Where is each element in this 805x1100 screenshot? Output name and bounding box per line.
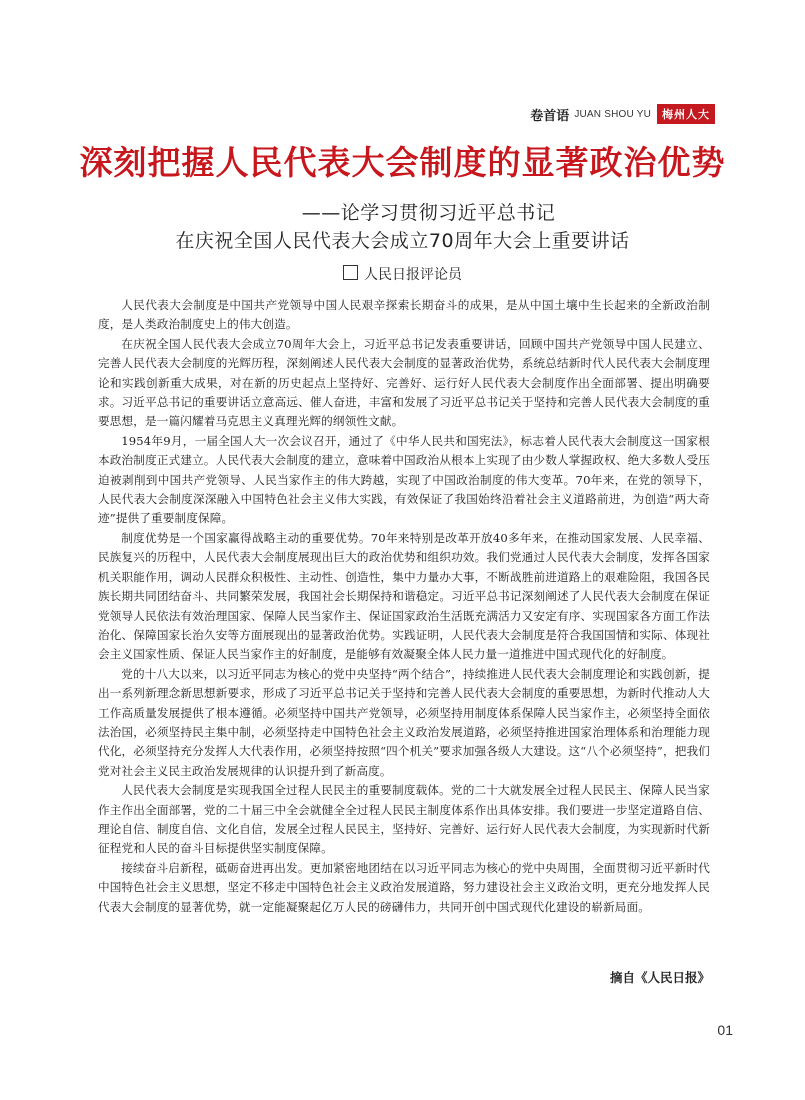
source-attribution: 摘自《人民日报》 bbox=[609, 970, 710, 985]
magazine-logo: 梅州人大 bbox=[657, 104, 715, 124]
paragraph: 接续奋斗启新程，砥砺奋进再出发。更加紧密地团结在以习近平同志为核心的党中央周围，全面贯彻习近平新时代中国特色社会主义思想，坚定不移走中国特色社会主义政治发展道路，努力建设社会主义政治文明，更充分地发挥人民代表大会制度的显著优势，就一定能凝聚起亿万人民的磅礴伟力，共同开创中国式现代化建设的崭新局面。 bbox=[98, 860, 710, 914]
paragraph: 人民代表大会制度是实现我国全过程人民民主的重要制度载体。党的二十大就发展全过程人民民主、保障人民当家作主作出全面部署，党的二十届三中全会就健全全过程人民民主制度体系作出具体安排。我们要进一步坚定道路自信、理论自信、制度自信、文化自信，发展全过程人民民主，坚持好、完善好、运行好人民代表大会制度，为实现新时代新征程党和人民的奋斗目标提供坚实制度保障。 bbox=[98, 783, 710, 856]
column-name-pinyin: JUAN SHOU YU bbox=[574, 108, 651, 120]
author-name: 人民日报评论员 bbox=[364, 267, 462, 283]
paragraph: 在庆祝全国人民代表大会成立70周年大会上，习近平总书记发表重要讲话，回顾中国共产党领导中国人民建立、完善人民代表大会制度的光辉历程，深刻阐述人民代表大会制度的显著政治优势，系统总结新时代人民代表大会制度理论和实践创新重大成果，对在新的历史起点上坚持好、完善好、运行好人民代表大会制度作出全面部署、提出明确要求。习近平总书记的重要讲话立意高远、催人奋进，丰富和发展了习近平总书记关于坚持和完善人民代表大会制度的重要思想，是一篇闪耀着马克思主义真理光辉的纲领性文献。 bbox=[98, 336, 710, 429]
article-title: 深刻把握人民代表大会制度的显著政治优势 bbox=[79, 143, 726, 182]
article-subtitle-line-1: ——论学习贯彻习近平总书记 bbox=[301, 202, 556, 224]
paragraph: 1954年9月，一届全国人大一次会议召开，通过了《中华人民共和国宪法》，标志着人民代表大会制度这一国家根本政治制度正式建立。人民代表大会制度的建立，意味着中国政治从根本上实现了由少数人掌握政权、绝大多数人受压迫被剥削到中国共产党领导、人民当家作主的伟大跨越，实现了中国政治制度的伟大变革。70年来，在党的领导下，人民代表大会制度深深融入中国特色社会主义伟大实践，有效保证了我国始终沿着社会主义道路前进，为创造“两大奇迹”提供了重要制度保障。 bbox=[98, 433, 710, 526]
article-body bbox=[98, 296, 710, 917]
paragraph: 制度优势是一个国家赢得战略主动的重要优势。70年来特别是改革开放40多年来，在推动国家发展、人民幸福、民族复兴的历程中，人民代表大会制度展现出巨大的政治优势和组织功效。我们党通过人民代表大会制度，发挥各国家机关职能作用，调动人民群众积极性、主动性、创造性，集中力量办大事，不断战胜前进道路上的艰难险阻，我国各民族长期共同团结奋斗、共同繁荣发展，我国社会长期保持和谐稳定。习近平总书记深刻阐述了人民代表大会制度在保证党领导人民依法有效治理国家、保障人民当家作主、保证国家政治生活既充满活力又安定有序、实现国家各方面工作法治化、保障国家长治久安等方面展现出的显著政治优势。实践证明，人民代表大会制度是符合我国国情和实际、体现社会主义国家性质、保证人民当家作主的好制度，是能够有效凝聚全体人民力量一道推进中国式现代化的好制度。 bbox=[98, 530, 710, 662]
article-subtitle-line-2: 在庆祝全国人民代表大会成立70周年大会上重要讲话 bbox=[175, 230, 630, 252]
author-byline bbox=[0, 264, 805, 284]
paragraph: 人民代表大会制度是中国共产党领导中国人民艰辛探索长期奋斗的成果，是从中国土壤中生长起来的全新政治制度，是人类政治制度史上的伟大创造。 bbox=[98, 298, 710, 332]
column-header bbox=[530, 104, 715, 124]
square-bullet-icon bbox=[343, 265, 358, 280]
column-name: 卷首语 bbox=[530, 108, 570, 124]
paragraph: 党的十八大以来，以习近平同志为核心的党中央坚持“两个结合”，持续推进人民代表大会制度理论和实践创新，提出一系列新理念新思想新要求，形成了习近平总书记关于坚持和完善人民代表大会制度的重要思想，为新时代推动人大工作高质量发展提供了根本遵循。必须坚持中国共产党领导，必须坚持用制度体系保障人民当家作主，必须坚持全面依法治国，必须坚持民主集中制，必须坚持走中国特色社会主义政治发展道路，必须坚持推进国家治理体系和治理能力现代化，必须坚持充分发挥人大代表作用，必须坚持按照“四个机关”要求加强各级人大建设。这“八个必须坚持”，把我们党对社会主义民主政治发展规律的认识提升到了新高度。 bbox=[98, 666, 710, 778]
page-number: 01 bbox=[717, 1022, 733, 1038]
